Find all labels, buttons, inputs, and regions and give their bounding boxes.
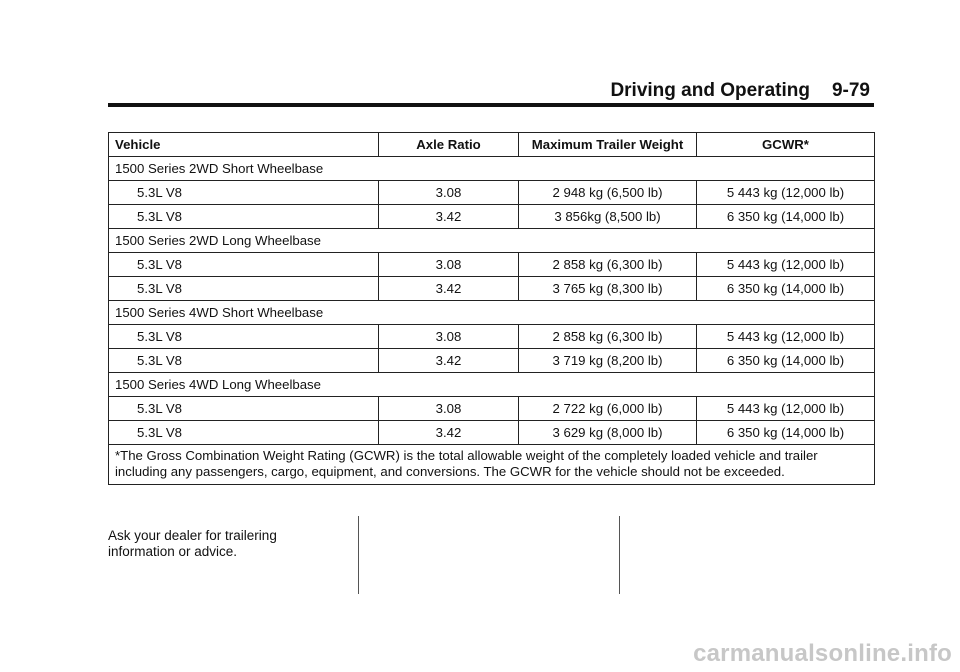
cell-engine: 5.3L V8 [109, 253, 379, 277]
header-rule [108, 103, 874, 107]
table-row [109, 421, 875, 445]
column-header-vehicle: Vehicle [109, 133, 379, 157]
cell-axle-ratio: 3.08 [379, 181, 519, 205]
cell-gcwr: 6 350 kg (14,000 lb) [697, 349, 875, 373]
cell-max-trailer-weight: 2 948 kg (6,500 lb) [519, 181, 697, 205]
table-header-row [109, 133, 875, 157]
page-number: 9-79 [831, 80, 870, 101]
cell-max-trailer-weight: 2 858 kg (6,300 lb) [519, 325, 697, 349]
table-row [109, 325, 875, 349]
cell-gcwr: 6 350 kg (14,000 lb) [697, 277, 875, 301]
cell-engine: 5.3L V8 [109, 181, 379, 205]
section-title: Driving and Operating [610, 80, 810, 101]
cell-engine: 5.3L V8 [109, 397, 379, 421]
watermark: carmanualsonline.info [693, 640, 952, 667]
cell-gcwr: 6 350 kg (14,000 lb) [697, 421, 875, 445]
trailer-weight-table [108, 132, 875, 485]
cell-axle-ratio: 3.42 [379, 277, 519, 301]
column-divider [619, 516, 620, 594]
table-row [109, 349, 875, 373]
table-row [109, 181, 875, 205]
table-row [109, 253, 875, 277]
group-row [109, 373, 875, 397]
footnote-row [109, 445, 875, 485]
cell-max-trailer-weight: 3 765 kg (8,300 lb) [519, 277, 697, 301]
cell-max-trailer-weight: 3 629 kg (8,000 lb) [519, 421, 697, 445]
body-paragraph: Ask your dealer for trailering information or advice. [108, 528, 277, 559]
group-row [109, 301, 875, 325]
cell-gcwr: 5 443 kg (12,000 lb) [697, 325, 875, 349]
group-title: 1500 Series 4WD Short Wheelbase [109, 301, 875, 325]
group-row [109, 157, 875, 181]
cell-engine: 5.3L V8 [109, 421, 379, 445]
cell-max-trailer-weight: 2 722 kg (6,000 lb) [519, 397, 697, 421]
cell-axle-ratio: 3.08 [379, 397, 519, 421]
group-title: 1500 Series 4WD Long Wheelbase [109, 373, 875, 397]
cell-engine: 5.3L V8 [109, 349, 379, 373]
cell-engine: 5.3L V8 [109, 277, 379, 301]
cell-engine: 5.3L V8 [109, 325, 379, 349]
group-row [109, 229, 875, 253]
cell-gcwr: 6 350 kg (14,000 lb) [697, 205, 875, 229]
column-header-max-trailer-weight: Maximum Trailer Weight [519, 133, 697, 157]
table-row [109, 205, 875, 229]
cell-axle-ratio: 3.08 [379, 253, 519, 277]
cell-axle-ratio: 3.42 [379, 205, 519, 229]
cell-axle-ratio: 3.42 [379, 421, 519, 445]
page-header [610, 80, 870, 102]
group-title: 1500 Series 2WD Long Wheelbase [109, 229, 875, 253]
cell-axle-ratio: 3.42 [379, 349, 519, 373]
cell-max-trailer-weight: 3 719 kg (8,200 lb) [519, 349, 697, 373]
table-row [109, 277, 875, 301]
cell-axle-ratio: 3.08 [379, 325, 519, 349]
cell-gcwr: 5 443 kg (12,000 lb) [697, 253, 875, 277]
cell-max-trailer-weight: 3 856kg (8,500 lb) [519, 205, 697, 229]
cell-gcwr: 5 443 kg (12,000 lb) [697, 397, 875, 421]
table-footnote: *The Gross Combination Weight Rating (GCWR) is the total allowable weight of the completely loaded vehicle and trailer including any passengers, cargo, equipment, and conversions. The GCWR for the vehicle should not be exceeded. [109, 445, 875, 485]
cell-engine: 5.3L V8 [109, 205, 379, 229]
column-header-gcwr: GCWR* [697, 133, 875, 157]
cell-gcwr: 5 443 kg (12,000 lb) [697, 181, 875, 205]
table-row [109, 397, 875, 421]
group-title: 1500 Series 2WD Short Wheelbase [109, 157, 875, 181]
column-divider [358, 516, 359, 594]
cell-max-trailer-weight: 2 858 kg (6,300 lb) [519, 253, 697, 277]
column-header-axle-ratio: Axle Ratio [379, 133, 519, 157]
